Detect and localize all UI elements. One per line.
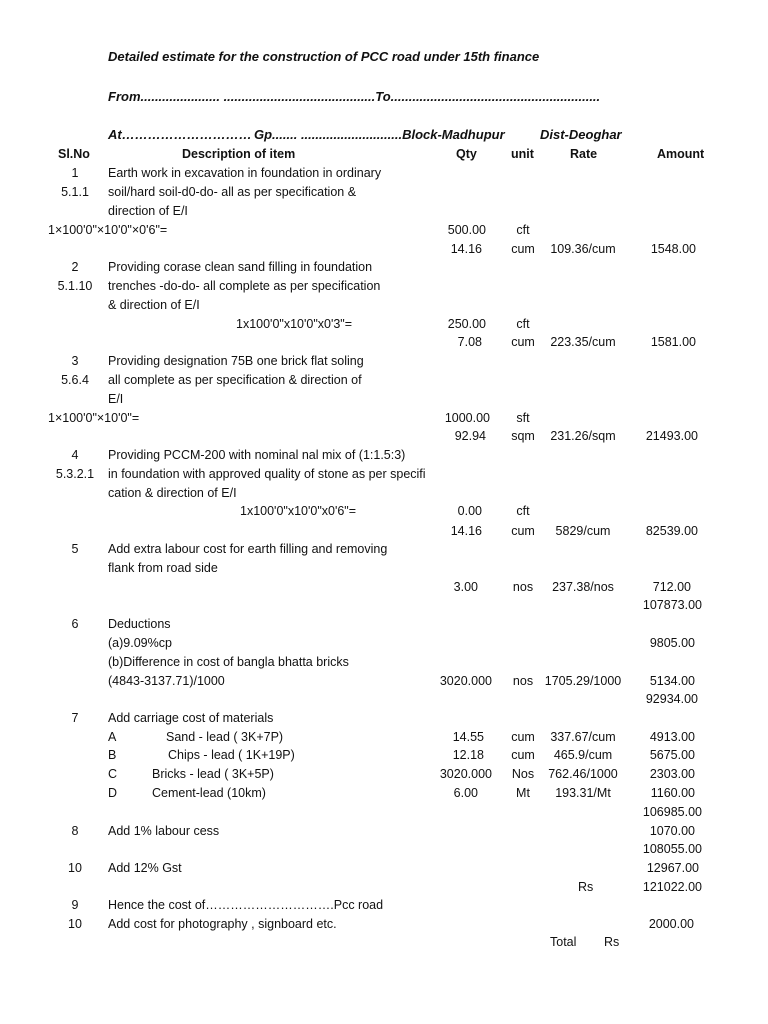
carriage-description: Sand - lead ( 3K+7P) [166,730,284,744]
grand-subtotal: 121022.00 [642,880,702,894]
header-description: Description of item [182,147,296,161]
item-rate: 109.36/cum [550,242,616,256]
item-rate: 223.35/cum [550,335,616,349]
item-unit: cft [516,317,530,331]
carriage-key: B [108,748,117,762]
item-qty: 0.00 [457,504,482,518]
carriage-description: Cement-lead (10km) [152,786,266,800]
carriage-qty: 3020.000 [439,767,492,781]
item-unit: cum [511,335,535,349]
item-description: trenches -do-do- all complete as per specification [108,279,381,293]
carriage-key: A [108,730,117,744]
item-slno: 2 [71,260,79,274]
header-qty: Qty [456,147,477,161]
item-description: Add 1% labour cess [108,824,220,838]
item-measurement: 1×100'0"×10'0"= [48,411,140,425]
carriage-key: D [108,786,118,800]
at-field: At………………………… [108,127,252,142]
item-unit: cft [516,223,530,237]
item-unit: cft [516,504,530,518]
item-qty: 3.00 [453,580,478,594]
item-amount: 2000.00 [648,917,694,931]
item-code: 5.1.10 [57,279,93,293]
total-rs-label: Rs [604,935,620,949]
item-slno: 6 [71,617,79,631]
header-rate: Rate [570,147,598,161]
item-description: (a)9.09%cp [108,636,172,650]
document-title: Detailed estimate for the construction of PCC road under 15th finance [108,49,540,64]
item-description: (b)Difference in cost of bangla bhatta bricks [108,655,349,669]
item-unit: sft [516,411,530,425]
item-measurement: 1×100'0"×10'0"×0'6"= [48,223,168,237]
header-unit: unit [511,147,534,161]
item-unit: cum [511,242,535,256]
subtotal: 92934.00 [645,692,698,706]
subtotal: 108055.00 [642,842,702,856]
carriage-rate: 193.31/Mt [555,786,611,800]
item-qty: 7.08 [457,335,482,349]
item-rate: 237.38/nos [552,580,614,594]
district-field: Dist-Deoghar [540,127,622,142]
item-description: Providing designation 75B one brick flat soling [108,354,364,368]
rs-label: Rs [578,880,594,894]
carriage-description: Chips - lead ( 1K+19P) [168,748,295,762]
item-description: & direction of E/I [108,298,200,312]
item-amount: 82539.00 [645,524,698,538]
item-qty: 14.16 [450,242,482,256]
item-description: flank from road side [108,561,218,575]
item-amount: 1548.00 [650,242,696,256]
item-slno: 9 [71,898,79,912]
carriage-unit: cum [511,748,535,762]
item-measurement: 1x100'0"x10'0"x0'3"= [236,317,353,331]
total-label: Total [550,935,577,949]
carriage-rate: 762.46/1000 [548,767,618,781]
item-amount: 712.00 [652,580,691,594]
item-description: direction of E/I [108,204,188,218]
item-amount: 9805.00 [649,636,695,650]
carriage-qty: 12.18 [452,748,484,762]
item-amount: 1070.00 [649,824,695,838]
item-description: Providing corase clean sand filling in foundation [108,260,373,274]
carriage-amount: 4913.00 [649,730,695,744]
item-slno: 4 [71,448,79,462]
item-qty: 250.00 [447,317,486,331]
item-slno: 10 [68,917,82,931]
carriage-amount: 5675.00 [649,748,695,762]
item-code: 5.3.2.1 [55,467,95,481]
item-description: Earth work in excavation in foundation in ordinary [108,166,382,180]
item-rate: 231.26/sqm [550,429,616,443]
item-description: Add cost for photography , signboard etc. [108,917,337,931]
subtotal: 107873.00 [642,598,702,612]
item-description: Providing PCCM-200 with nominal nal mix of (1:1.5:3) [108,448,406,462]
item-slno: 5 [71,542,79,556]
item-amount: 1581.00 [650,335,696,349]
carriage-rate: 465.9/cum [553,748,613,762]
item-qty: 14.16 [450,524,482,538]
subtotal: 106985.00 [642,805,702,819]
item-slno: 3 [71,354,79,368]
item-description: all complete as per specification & direction of [108,373,362,387]
item-description: soil/hard soil-d0-do- all as per specification & [108,185,357,199]
header-slno: Sl.No [58,147,90,161]
item-amount: 12967.00 [646,861,699,875]
item-code: 5.1.1 [61,185,89,199]
item-unit: nos [512,580,534,594]
item-slno: 1 [71,166,79,180]
item-slno: 7 [71,711,79,725]
item-unit: nos [512,674,534,688]
item-measurement: 1x100'0"x10'0"x0'6"= [240,504,357,518]
item-description: cation & direction of E/I [108,486,237,500]
item-qty: 500.00 [447,223,486,237]
header-amount: Amount [657,147,705,161]
carriage-amount: 2303.00 [649,767,695,781]
item-description: Hence the cost of………………………….Pcc road [108,898,384,912]
item-qty: 3020.000 [439,674,492,688]
carriage-rate: 337.67/cum [550,730,616,744]
item-code: 5.6.4 [61,373,89,387]
item-qty: 1000.00 [444,411,490,425]
item-amount: 5134.00 [649,674,695,688]
item-slno: 8 [71,824,79,838]
carriage-qty: 6.00 [453,786,478,800]
item-description: Add extra labour cost for earth filling and removing [108,542,388,556]
item-description: E/I [108,392,124,406]
item-qty: 92.94 [454,429,486,443]
item-description: in foundation with approved quality of stone as per specifi [108,467,426,481]
item-description: Deductions [108,617,171,631]
carriage-unit: Mt [516,786,530,800]
item-rate: 5829/cum [555,524,611,538]
item-slno: 10 [68,861,82,875]
item-description: (4843-3137.71)/1000 [108,674,225,688]
item-description: Add carriage cost of materials [108,711,274,725]
item-description: Add 12% Gst [108,861,182,875]
carriage-qty: 14.55 [452,730,484,744]
item-rate: 1705.29/1000 [544,674,622,688]
carriage-unit: Nos [511,767,535,781]
from-to-line: From...................... ..........................................To.......................................................... [108,89,601,104]
carriage-amount: 1160.00 [650,786,695,800]
carriage-unit: cum [511,730,535,744]
item-unit: cum [511,524,535,538]
carriage-description: Bricks - lead ( 3K+5P) [152,767,274,781]
item-amount: 21493.00 [645,429,698,443]
gp-block-field: Gp....... ............................Block-Madhupur [254,127,505,142]
carriage-key: C [108,767,118,781]
item-unit: sqm [511,429,535,443]
